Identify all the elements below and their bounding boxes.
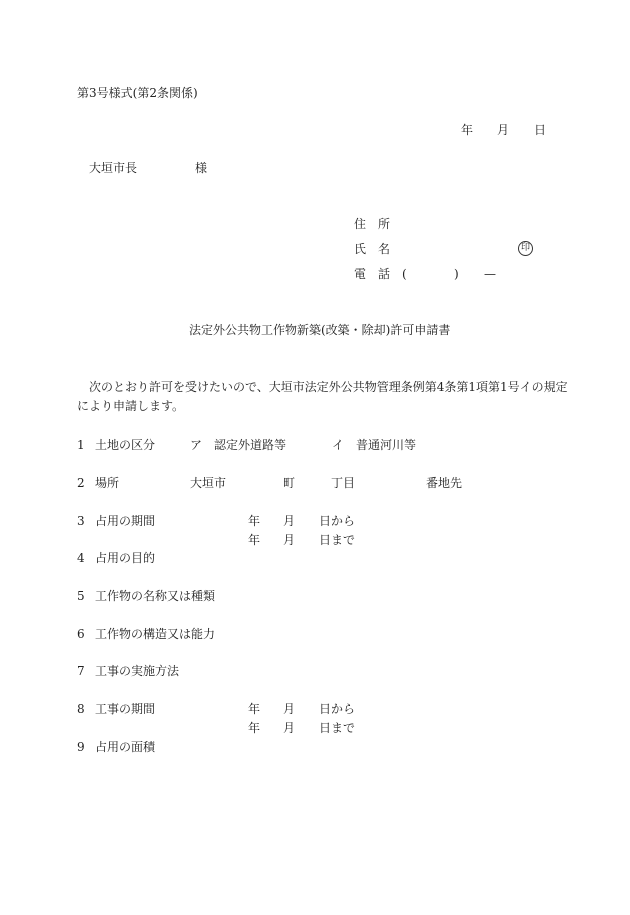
form-number: 第3号様式(第2条関係) — [77, 86, 198, 100]
land-option-a: ア 認定外道路等 — [190, 438, 287, 452]
seal-mark: 印 — [518, 241, 533, 256]
work-from-year: 年 — [248, 702, 261, 716]
addressee-name: 大垣市長 — [89, 161, 138, 175]
date-year-label: 年 — [461, 123, 474, 137]
intro-line-1: 次のとおり許可を受けたいので、大垣市法定外公共物管理条例第4条第1項第1号イの規定 — [89, 380, 568, 394]
item-6-label: 工作物の構造又は能力 — [95, 627, 216, 641]
item-8-label: 工事の期間 — [95, 702, 156, 716]
item-9-label: 占用の面積 — [95, 740, 156, 754]
applicant-name-label: 氏 名 — [354, 242, 391, 256]
phone-paren-open: ( — [402, 267, 407, 281]
applicant-address-label: 住 所 — [354, 217, 391, 231]
phone-dash: — — [484, 267, 496, 281]
place-banchi: 番地先 — [426, 476, 463, 490]
work-until-month: 月 — [283, 721, 296, 735]
item-2-number: 2 — [77, 476, 85, 490]
place-chome: 丁目 — [331, 476, 356, 490]
work-from-day: 日から — [319, 702, 356, 716]
item-7-number: 7 — [77, 664, 85, 678]
document-title: 法定外公共物工作物新築(改築・除却)許可申請書 — [189, 323, 451, 337]
period-from-month: 月 — [283, 514, 296, 528]
item-8-number: 8 — [77, 702, 85, 716]
period-until-day: 日まで — [319, 533, 356, 547]
item-9-number: 9 — [77, 740, 85, 754]
item-5-number: 5 — [77, 589, 85, 603]
item-2-label: 場所 — [95, 476, 120, 490]
period-until-year: 年 — [248, 533, 261, 547]
item-4-number: 4 — [77, 551, 85, 565]
period-from-day: 日から — [319, 514, 356, 528]
work-until-day: 日まで — [319, 721, 356, 735]
place-city: 大垣市 — [190, 476, 227, 490]
land-option-b: イ 普通河川等 — [332, 438, 417, 452]
period-from-year: 年 — [248, 514, 261, 528]
item-1-label: 土地の区分 — [95, 438, 156, 452]
date-day-label: 日 — [534, 123, 547, 137]
date-month-label: 月 — [497, 123, 510, 137]
item-5-label: 工作物の名称又は種類 — [95, 589, 216, 603]
work-until-year: 年 — [248, 721, 261, 735]
work-from-month: 月 — [283, 702, 296, 716]
item-1-number: 1 — [77, 438, 85, 452]
item-6-number: 6 — [77, 627, 85, 641]
place-town: 町 — [283, 476, 296, 490]
applicant-phone-label: 電 話 — [354, 267, 391, 281]
item-7-label: 工事の実施方法 — [95, 664, 180, 678]
intro-line-2: により申請します。 — [77, 399, 185, 413]
phone-paren-close: ) — [454, 267, 459, 281]
item-4-label: 占用の目的 — [95, 551, 156, 565]
item-3-number: 3 — [77, 514, 85, 528]
addressee-honorific: 様 — [195, 161, 208, 175]
period-until-month: 月 — [283, 533, 296, 547]
item-3-label: 占用の期間 — [95, 514, 156, 528]
